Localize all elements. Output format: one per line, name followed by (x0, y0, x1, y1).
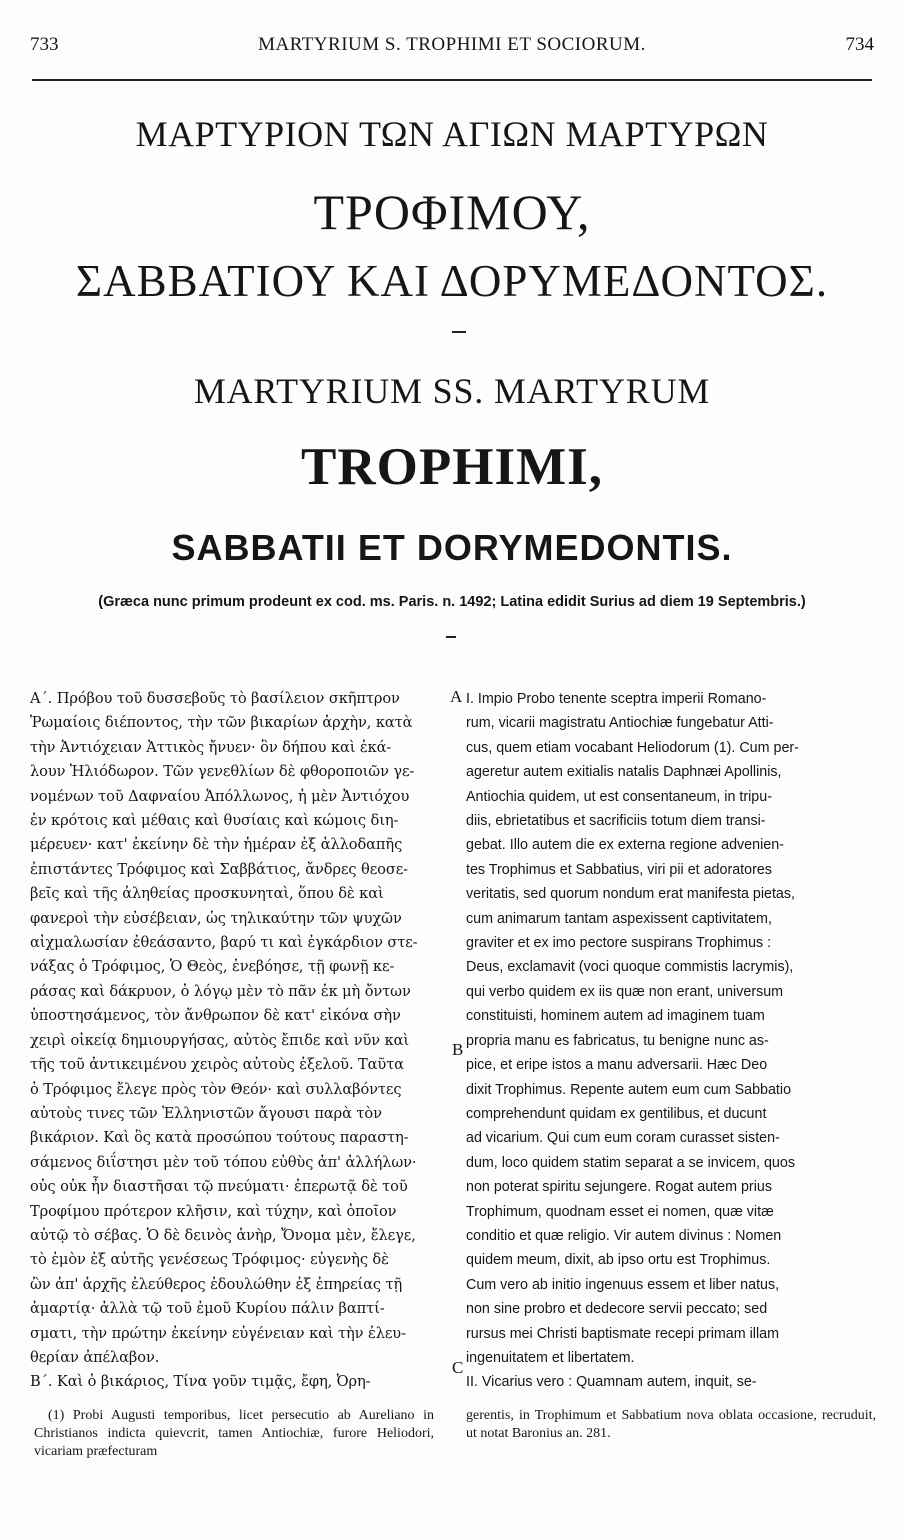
greek-text-column (30, 687, 450, 1395)
text-line: Trophimum, quodnam esset ei nomen, quæ vitæ (466, 1203, 774, 1220)
text-line: ὑποστησάμενος, τὸν ἄνθρωπον δὲ κατ' εἰκόνα σὴν (30, 1007, 401, 1025)
source-note: (Græca nunc primum prodeunt ex cod. ms. Paris. n. 1492; Latina edidit Surius ad diem 19 Septembris.) (98, 594, 806, 610)
text-line: τῆς τοῦ ἀντικειμένου χειρὸς αὐτοὺς ἐξελοῦ. Ταῦτα (30, 1056, 404, 1074)
text-line: graviter et ex imo pectore suspirans Trophimus : (466, 935, 772, 952)
text-line: βικάριον. Καὶ ὃς κατὰ προσώπου τούτους παραστη- (30, 1129, 409, 1147)
running-title: MARTYRIUM S. TROPHIMI ET SOCIORUM. (258, 34, 646, 55)
text-line: νάξας ὁ Τρόφιμος, Ὁ Θεὸς, ἐνεβόησε, τῇ φωνῇ κε- (30, 958, 395, 976)
text-line: αἰχμαλωσίαν ἐθεάσαντο, βαρύ τι καὶ ἐγκάρδιον στε- (30, 934, 418, 952)
text-line: ingenuitatem et libertatem. (466, 1349, 635, 1366)
text-line: σματι, τὴν πρώτην ἐκείνην εὐγένειαν καὶ τὴν ἐλευ- (30, 1324, 406, 1342)
text-line: non poterat spiritu sejungere. Rogat autem prius (466, 1179, 772, 1196)
text-line: quidem meum, dixit, ab ipso ortu est Trophimus. (466, 1252, 771, 1269)
margin-marker-a: A (450, 687, 463, 706)
text-line: τὸ ἐμὸν ἐξ αὐτῆς γενέσεως Τρόφιμος· εὐγενὴς δὲ (30, 1251, 389, 1269)
text-line: non sine probro et dedecore servii peccato; sed (466, 1301, 768, 1318)
text-line: gebat. Illo autem die ex externa regione advenien- (466, 837, 784, 854)
text-line: αὐτῷ τὸ σέβας. Ὁ δὲ δεινὸς ἀνὴρ, Ὄνομα μὲν, ἔλεγε, (30, 1226, 416, 1244)
running-header (0, 34, 904, 60)
text-line: Antiochia quidem, ut est consentaneum, in tripu- (466, 788, 772, 805)
page-number-right: 734 (845, 34, 874, 55)
divider-dash (452, 331, 466, 333)
text-line: dixit Trophimus. Repente autem eum cum Sabbatio (466, 1081, 792, 1098)
latin-text-column (466, 687, 878, 1395)
divider-dash (446, 636, 456, 638)
text-line: Cum vero ab initio ingenuus essem et liber natus, (466, 1276, 780, 1293)
footnote-right: gerentis, in Trophimum et Sabbatium nova oblata occasione, recruduit, ut notat Baronius an. 281. (466, 1408, 876, 1441)
text-line: ἐν κρότοις καὶ μέθαις καὶ θυσίαις καὶ κώμοις διη- (30, 812, 399, 830)
text-line: θερίαν ἀπέλαβον. (30, 1348, 160, 1366)
greek-title-line-1: ΜΑΡΤΥΡΙΟΝ ΤΩΝ ΑΓΙΩΝ ΜΑΡΤΥΡΩΝ (135, 114, 769, 154)
text-line: μέρευεν· κατ' ἐκείνην δὲ τὴν ἡμέραν ἐξ ἀλλοδαπῆς (30, 836, 403, 854)
text-line: conditio et quæ religio. Vir autem divinus : Nomen (466, 1227, 782, 1244)
text-line: ράσας καὶ δάκρυον, ὁ λόγῳ μὲν τὸ πᾶν ἐκ μὴ ὄντων (30, 982, 411, 1000)
text-line: ad vicarium. Qui cum eum coram curasset sisten- (466, 1130, 780, 1147)
text-line: veritatis, sed quorum nondum erat manifesta pietas, (466, 886, 795, 903)
page-number-left: 733 (30, 34, 59, 55)
header-rule (32, 79, 872, 81)
text-line: constituisti, hominem autem ad imaginem tuam (466, 1008, 765, 1025)
text-line: ἁμαρτίᾳ· ἀλλὰ τῷ τοῦ ἐμοῦ Κυρίου πάλιν βαπτί- (30, 1300, 385, 1318)
text-line: rum, vicarii magistratu Antiochiæ fungebatur Atti- (466, 715, 774, 732)
text-line: diis, ebrietatibus et sacrificiis totum diem transi- (466, 813, 766, 830)
text-line: cus, quem etiam vocabant Heliodorum (1). Cum per- (466, 739, 799, 756)
text-line: φανεροὶ τὴν εὐσέβειαν, ὡς τηλικαύτην τῶν ψυχῶν (30, 909, 402, 927)
text-line: Τροφίμου πρότερον κλῆσιν, καὶ τύχην, καὶ ὁποῖον (30, 1202, 397, 1220)
text-line: ὢν ἀπ' ἀρχῆς ἐλεύθερος ἐδουλώθην ἐξ ἐπηρείας τῇ (30, 1275, 403, 1293)
text-line: χειρὶ οἰκείᾳ δημιουργήσας, αὐτὸς ἔπιδε καὶ νῦν καὶ (30, 1031, 409, 1049)
text-line: ἐπιστάντες Τρόφιμος καὶ Σαββάτιος, ἄνδρες θεοσε- (30, 860, 409, 878)
text-line: cum animarum tantam aspexissent captivitatem, (466, 910, 772, 927)
text-line: βεῖς καὶ τῆς ἀληθείας προσκυνηταὶ, ὅπου δὲ καὶ (30, 885, 384, 903)
text-line: comprehendunt quidam ex gentilibus, et ducunt (466, 1105, 767, 1122)
text-line: pice, et eripe istos a manu adversarii. Hæc Deo (466, 1057, 768, 1074)
text-line: Deus, exclamavit (voci quoque commistis lacrymis), (466, 959, 794, 976)
text-line: σάμενος διΐστησι μὲν τοῦ τόπου εὐθὺς ἀπ' ἀλλήλων· (30, 1153, 417, 1171)
text-line: αὐτοὺς τινες τῶν Ἑλληνιστῶν ἄγουσι παρὰ τὸν (30, 1104, 382, 1122)
text-line: I. Impio Probo tenente sceptra imperii Romano- (466, 691, 767, 707)
text-line: qui verbo quidem ex iis quæ non erant, universum (466, 983, 784, 1000)
text-line: νομένων τοῦ Δαφναίου Ἀπόλλωνος, ἡ μὲν Ἀντιόχου (30, 787, 410, 805)
latin-title-line-2: TROPHIMI, (301, 438, 603, 496)
text-line: τὴν Ἀντιόχειαν Ἀττικὸς ἤνυεν· ὃν δήπου καὶ ἐκά- (30, 738, 392, 756)
text-line: λουν Ἡλιόδωρον. Τῶν γενεθλίων δὲ φθοροποιῶν γε- (30, 763, 415, 781)
text-line: II. Vicarius vero : Quamnam autem, inquit, se- (466, 1374, 757, 1391)
text-line: ὁ Τρόφιμος ἔλεγε πρὸς τὸν Θεόν· καὶ συλλαβόντες (30, 1080, 402, 1098)
text-line: rursus mei Christi baptismate recepi primam illam (466, 1325, 780, 1342)
text-line: ageretur autem exitialis natalis Daphnæi Apollinis, (466, 764, 782, 781)
greek-title-line-2: ΤΡΟΦΙΜΟΥ, (313, 184, 591, 240)
text-line: propria manu es fabricatus, tu benigne nunc as- (466, 1032, 769, 1049)
text-line: οὐς οὐκ ἦν διαστῆσαι τῷ πνεύματι· ἐπερωτᾷ δὲ τοῦ (30, 1178, 408, 1196)
greek-title-line-3: ΣΑΒΒΑΤΙΟΥ ΚΑΙ ΔΟΡΥΜΕΔΟΝΤΟΣ. (75, 256, 829, 306)
latin-title-line-1: MARTYRIUM SS. MARTYRUM (193, 371, 711, 411)
margin-marker-b: B (452, 1040, 464, 1059)
text-line: dum, loco quidem statim separat a se invicem, quos (466, 1154, 795, 1171)
text-line: tes Trophimus et Sabbatius, viri pii et adoratores (466, 861, 772, 878)
latin-title-line-3: SABBATII ET DORYMEDONTIS. (171, 527, 733, 568)
footnote-left: (1) Probi Augusti temporibus, licet persecutio ab Aureliano in Christianos indicta quievcrit, tamen Antiochiæ, furore Heliodori, vicariam præfecturam (34, 1408, 434, 1459)
margin-marker-c: C (452, 1358, 464, 1377)
text-line: Β΄. Καὶ ὁ βικάριος, Τίνα γοῦν τιμᾷς, ἔφη, Ὀρη- (30, 1373, 371, 1391)
text-line: Α΄. Πρόβου τοῦ δυσσεβοῦς τὸ βασίλειον σκῆπτρον (30, 690, 400, 707)
text-line: Ῥωμαίοις διέποντος, τὴν τῶν βικαρίων ἀρχὴν, κατὰ (30, 714, 413, 732)
